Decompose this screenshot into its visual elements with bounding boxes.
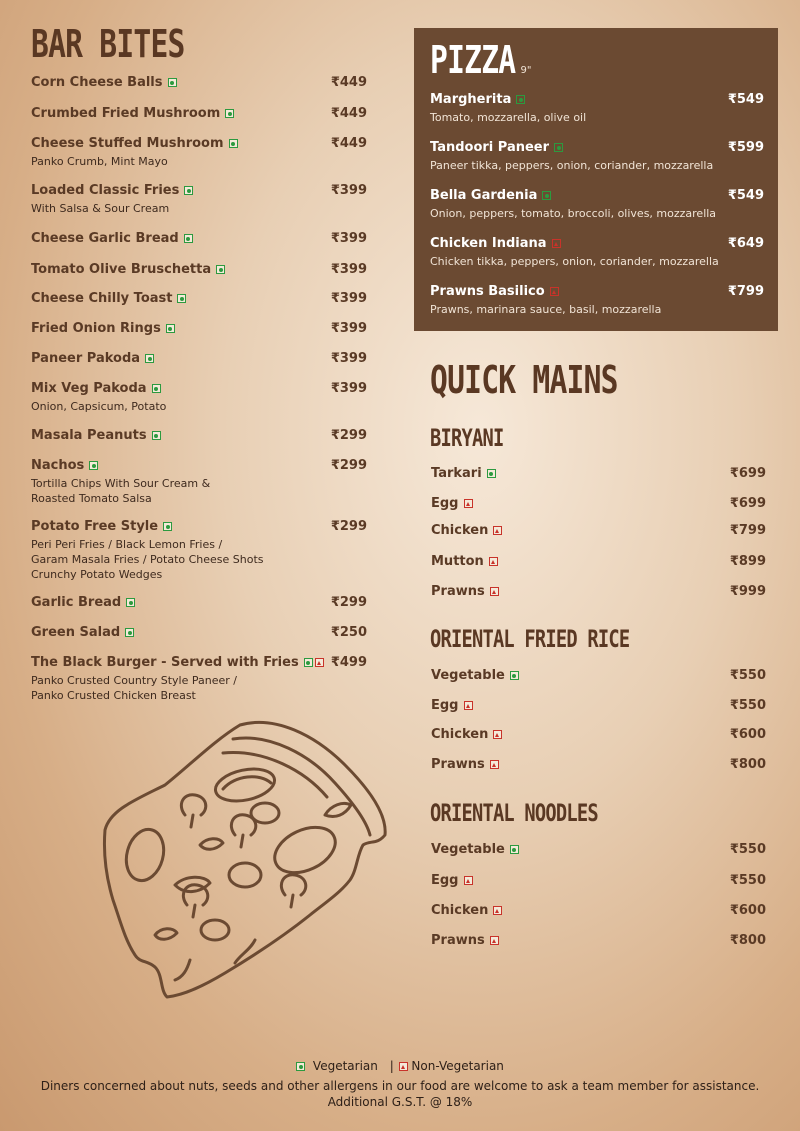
noodles-item-vegetable [431,842,766,857]
nonveg-symbol-icon [550,287,559,296]
veg-legend-label: Vegetarian [312,1059,378,1073]
item-description: Onion, Capsicum, Potato [31,400,167,413]
item-name: Prawns [431,933,485,948]
item-name: Bella Gardenia [430,188,538,203]
item-description: Roasted Tomato Salsa [31,492,152,505]
item-price: ₹600 [729,903,766,918]
noodles-title: ORIENTAL NOODLES [430,799,598,827]
bar-bites-item-cheese-garlic-bread [31,231,367,246]
veg-symbol-icon [229,139,238,148]
item-description: Tortilla Chips With Sour Cream & [31,477,211,490]
veg-symbol-icon [510,671,519,680]
bar-bites-item-potato-free-style [31,519,367,582]
quick-mains-title: QUICK MAINS [430,358,618,402]
veg-symbol-icon [89,461,98,470]
item-price: ₹699 [729,496,766,511]
item-name: Vegetable [431,668,505,683]
item-price: ₹550 [729,873,766,888]
item-name: Tandoori Paneer [430,140,550,155]
item-price: ₹299 [330,428,367,443]
item-name: Margherita [430,92,512,107]
item-description: Tomato, mozzarella, olive oil [430,111,587,124]
fried-rice-item-egg [431,698,766,713]
nonveg-symbol-icon [552,239,561,248]
item-name: Masala Peanuts [31,428,147,443]
item-name: Chicken [431,903,489,918]
item-name: Green Salad [31,625,121,640]
veg-symbol-icon [184,234,193,243]
item-name-line [431,554,766,569]
item-name-line [431,873,766,888]
bar-bites-item-cheese-stuffed-mushroom [31,136,367,169]
item-name-line [431,903,766,918]
item-price: ₹399 [330,262,367,277]
item-description: Panko Crusted Chicken Breast [31,689,196,702]
veg-symbol-icon [126,598,135,607]
item-name: Chicken [431,727,489,742]
veg-symbol-icon [516,95,525,104]
item-name-line [31,595,367,610]
item-name: Corn Cheese Balls [31,75,163,90]
item-name: Mix Veg Pakoda [31,381,147,396]
veg-symbol-icon [296,1062,305,1071]
item-price: ₹699 [729,466,766,481]
item-description: Prawns, marinara sauce, basil, mozzarella [430,303,662,316]
item-name: Vegetable [431,842,505,857]
pizza-panel [414,28,778,331]
item-price: ₹899 [729,554,766,569]
pizza-item-margherita [430,92,764,125]
item-name: Chicken Indiana [430,236,547,251]
item-name: Garlic Bread [31,595,122,610]
item-name: Tomato Olive Bruschetta [31,262,212,277]
item-name: Egg [431,873,459,888]
bar-bites-item-crumbed-fried-mushroom [31,106,367,121]
nonveg-symbol-icon [490,587,499,596]
item-price: ₹449 [330,106,367,121]
item-price: ₹550 [729,668,766,683]
item-name: Paneer Pakoda [31,351,141,366]
pizza-item-prawns-basilico [430,284,764,317]
noodles-item-prawns [431,933,766,948]
bar-bites-title: BAR BITES [31,22,185,66]
item-price: ₹399 [330,231,367,246]
veg-symbol-icon [145,354,154,363]
fried-rice-item-chicken [431,727,766,742]
item-price: ₹549 [727,188,764,203]
item-name-line [31,351,367,366]
item-name: Egg [431,698,459,713]
pizza-item-chicken-indiana [430,236,764,269]
item-name-line [430,284,764,299]
item-name-line [431,584,766,599]
item-price: ₹399 [330,321,367,336]
item-name: The Black Burger - Served with Fries [31,655,299,670]
item-name: Prawns Basilico [430,284,545,299]
fried-rice-item-vegetable [431,668,766,683]
item-price: ₹449 [330,136,367,151]
fried-rice-item-prawns [431,757,766,772]
bar-bites-item-nachos [31,458,367,506]
item-name-line [31,106,367,121]
item-name: Loaded Classic Fries [31,183,180,198]
nonveg-symbol-icon [315,658,324,667]
item-description: Crunchy Potato Wedges [31,568,163,581]
item-name-line [431,842,766,857]
veg-symbol-icon [225,109,234,118]
bar-bites-item-mix-veg-pakoda [31,381,367,414]
veg-symbol-icon [216,265,225,274]
item-name-line [31,262,367,277]
pizza-size: 9" [520,65,532,76]
item-name: Nachos [31,458,85,473]
item-name-line [31,625,367,640]
item-price: ₹250 [330,625,367,640]
biryani-item-mutton [431,554,766,569]
item-name: Cheese Stuffed Mushroom [31,136,224,151]
biryani-title: BIRYANI [430,424,504,452]
item-description: Panko Crumb, Mint Mayo [31,155,168,168]
biryani-item-chicken [431,523,766,538]
veg-symbol-icon [163,522,172,531]
nonveg-symbol-icon [399,1062,408,1071]
veg-symbol-icon [554,143,563,152]
item-name-line [31,231,367,246]
item-name: Crumbed Fried Mushroom [31,106,221,121]
bar-bites-item-cheese-chilly-toast [31,291,367,306]
item-name: Egg [431,496,459,511]
item-price: ₹999 [729,584,766,599]
bar-bites-item-masala-peanuts [31,428,367,443]
item-name-line [431,933,766,948]
nonveg-symbol-icon [489,557,498,566]
item-name-line [430,92,764,107]
veg-symbol-icon [542,191,551,200]
tax-note: Additional G.S.T. @ 18% [327,1095,473,1109]
item-name-line [31,458,367,473]
nonveg-symbol-icon [493,526,502,535]
item-name-line [31,75,367,90]
legend-separator: | [389,1059,394,1073]
item-name-line [431,727,766,742]
item-name-line [31,183,367,198]
item-name-line [31,136,367,151]
item-name: Cheese Chilly Toast [31,291,173,306]
item-price: ₹800 [729,757,766,772]
veg-symbol-icon [487,469,496,478]
item-price: ₹799 [727,284,764,299]
item-name: Mutton [431,554,484,569]
veg-symbol-icon [510,845,519,854]
item-name-line [31,381,367,396]
item-description: Garam Masala Fries / Potato Cheese Shots [31,553,264,566]
item-price: ₹299 [330,595,367,610]
item-name-line [431,698,766,713]
item-name-line [31,655,367,670]
biryani-item-egg [431,496,766,511]
item-price: ₹600 [729,727,766,742]
item-price: ₹499 [330,655,367,670]
diet-legend [0,1058,800,1074]
nonveg-symbol-icon [464,876,473,885]
pizza-title: PIZZA [430,38,516,82]
pizza-slice-illustration [95,705,395,1005]
biryani-item-prawns [431,584,766,599]
veg-symbol-icon [152,431,161,440]
pizza-item-bella-gardenia [430,188,764,221]
item-price: ₹299 [330,519,367,534]
item-price: ₹399 [330,381,367,396]
item-name: Prawns [431,757,485,772]
footer [0,1058,800,1110]
veg-symbol-icon [177,294,186,303]
item-name: Cheese Garlic Bread [31,231,179,246]
item-price: ₹550 [729,842,766,857]
item-name-line [431,757,766,772]
veg-symbol-icon [166,324,175,333]
bar-bites-item-loaded-classic-fries [31,183,367,216]
item-price: ₹399 [330,183,367,198]
item-name-line [431,466,766,481]
item-name-line [431,496,766,511]
veg-symbol-icon [304,658,313,667]
item-price: ₹449 [330,75,367,90]
item-price: ₹299 [330,458,367,473]
bar-bites-item-tomato-olive-bruschetta [31,262,367,277]
item-description: Panko Crusted Country Style Paneer / [31,674,237,687]
item-name-line [31,519,367,534]
nonveg-symbol-icon [493,730,502,739]
fried-rice-title: ORIENTAL FRIED RICE [430,625,630,653]
noodles-item-egg [431,873,766,888]
bar-bites-item-the-black-burger-served-with-fries [31,655,367,703]
veg-symbol-icon [168,78,177,87]
veg-symbol-icon [152,384,161,393]
bar-bites-item-green-salad [31,625,367,640]
bar-bites-item-corn-cheese-balls [31,75,367,90]
item-name: Prawns [431,584,485,599]
nonveg-symbol-icon [490,760,499,769]
item-price: ₹549 [727,92,764,107]
item-name-line [431,523,766,538]
item-name-line [430,236,764,251]
item-description: Peri Peri Fries / Black Lemon Fries / [31,538,223,551]
nonveg-symbol-icon [464,701,473,710]
item-name-line [430,188,764,203]
pizza-item-tandoori-paneer [430,140,764,173]
item-name: Fried Onion Rings [31,321,161,336]
item-name: Chicken [431,523,489,538]
veg-symbol-icon [125,628,134,637]
bar-bites-item-paneer-pakoda [31,351,367,366]
item-name: Potato Free Style [31,519,159,534]
item-price: ₹599 [727,140,764,155]
item-name-line [31,321,367,336]
item-description: With Salsa & Sour Cream [31,202,170,215]
nonveg-symbol-icon [490,936,499,945]
item-price: ₹399 [330,291,367,306]
item-price: ₹800 [729,933,766,948]
item-name-line [431,668,766,683]
bar-bites-item-garlic-bread [31,595,367,610]
noodles-item-chicken [431,903,766,918]
biryani-item-tarkari [431,466,766,481]
item-description: Chicken tikka, peppers, onion, coriander, mozzarella [430,255,719,268]
bar-bites-item-fried-onion-rings [31,321,367,336]
item-name-line [31,291,367,306]
allergen-note: Diners concerned about nuts, seeds and other allergens in our food are welcome to ask a team member for assistance. [40,1079,760,1093]
veg-symbol-icon [184,186,193,195]
nonveg-symbol-icon [493,906,502,915]
nonveg-legend-label: Non-Vegetarian [411,1059,504,1073]
item-description: Paneer tikka, peppers, onion, coriander, mozzarella [430,159,714,172]
item-name-line [31,428,367,443]
item-price: ₹399 [330,351,367,366]
item-price: ₹649 [727,236,764,251]
item-description: Onion, peppers, tomato, broccoli, olives, mozzarella [430,207,717,220]
item-price: ₹799 [729,523,766,538]
item-name: Tarkari [431,466,482,481]
nonveg-symbol-icon [464,499,473,508]
item-price: ₹550 [729,698,766,713]
item-name-line [430,140,764,155]
